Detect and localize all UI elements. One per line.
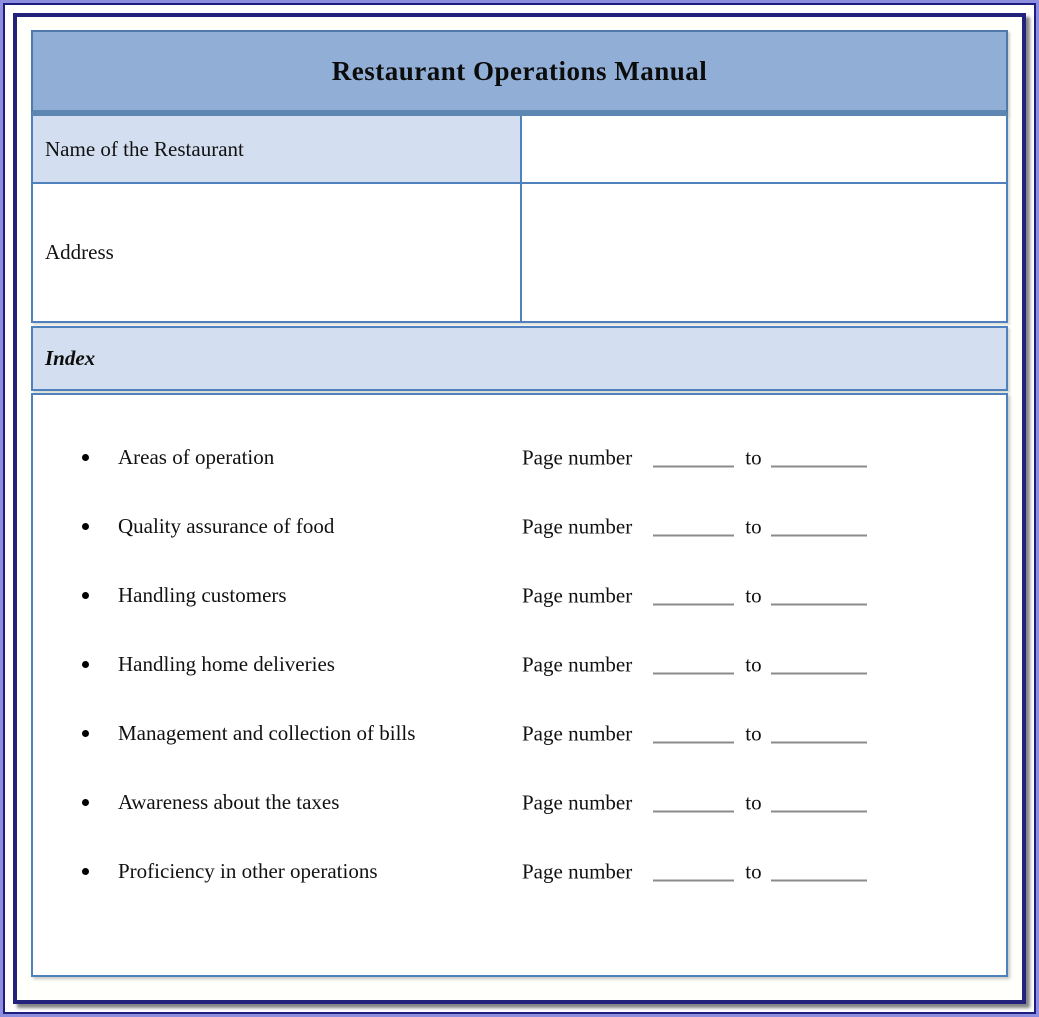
page-to-blank[interactable] (771, 453, 867, 467)
restaurant-name-field[interactable] (522, 116, 1006, 184)
bullet-icon (82, 799, 89, 806)
page-number-group (522, 583, 867, 608)
page-number-group (522, 652, 867, 677)
page-number-group (522, 514, 867, 539)
index-item-row (33, 768, 1006, 837)
to-label: to (745, 721, 762, 745)
index-item-label: Handling home deliveries (118, 652, 335, 676)
index-item-label: Quality assurance of food (118, 514, 335, 538)
index-item-label: Awareness about the taxes (118, 790, 340, 814)
address-label (33, 184, 522, 321)
page-to-blank[interactable] (771, 660, 867, 674)
fields-table (31, 116, 1008, 323)
to-label: to (745, 514, 762, 538)
index-item-label: Areas of operation (118, 445, 275, 469)
index-item-row (33, 630, 1006, 699)
index-item-label: Proficiency in other operations (118, 859, 378, 883)
page-to-blank[interactable] (771, 591, 867, 605)
page-content (17, 17, 1022, 1000)
index-item-row (33, 561, 1006, 630)
page-number-label: Page number (522, 721, 633, 745)
page-to-blank[interactable] (771, 522, 867, 536)
address-label-text: Address (45, 240, 114, 264)
page-number-label: Page number (522, 583, 633, 607)
page-number-group (522, 445, 867, 470)
page-number-group (522, 721, 867, 746)
page-to-blank[interactable] (771, 798, 867, 812)
index-heading: Index (45, 346, 96, 370)
bullet-icon (82, 454, 89, 461)
page-from-blank[interactable] (653, 522, 734, 536)
bullet-icon (82, 592, 89, 599)
page-number-label: Page number (522, 514, 633, 538)
to-label: to (745, 859, 762, 883)
index-item-row (33, 699, 1006, 768)
page-to-blank[interactable] (771, 867, 867, 881)
page-to-blank[interactable] (771, 729, 867, 743)
restaurant-name-label (33, 116, 522, 184)
page-number-label: Page number (522, 859, 633, 883)
page-number-group (522, 859, 867, 884)
page-title: Restaurant Operations Manual (331, 55, 708, 86)
address-field[interactable] (522, 184, 1006, 321)
index-item-row (33, 423, 1006, 492)
page-from-blank[interactable] (653, 453, 734, 467)
page-number-label: Page number (522, 652, 633, 676)
index-item-label: Handling customers (118, 583, 287, 607)
index-item-row (33, 492, 1006, 561)
bullet-icon (82, 868, 89, 875)
restaurant-name-label-text: Name of the Restaurant (45, 136, 244, 161)
bullet-icon (82, 523, 89, 530)
page-number-group (522, 790, 867, 815)
index-item-label: Management and collection of bills (118, 721, 416, 745)
page-number-label: Page number (522, 445, 633, 469)
to-label: to (745, 445, 762, 469)
to-label: to (745, 790, 762, 814)
index-item-row (33, 837, 1006, 906)
to-label: to (745, 583, 762, 607)
title-bar (31, 30, 1008, 116)
page-number-label: Page number (522, 790, 633, 814)
page-from-blank[interactable] (653, 591, 734, 605)
page-from-blank[interactable] (653, 660, 734, 674)
to-label: to (745, 652, 762, 676)
index-header-band (31, 326, 1008, 391)
page-from-blank[interactable] (653, 867, 734, 881)
page-from-blank[interactable] (653, 729, 734, 743)
bullet-icon (82, 730, 89, 737)
bullet-icon (82, 661, 89, 668)
index-list-box (31, 393, 1008, 977)
page-from-blank[interactable] (653, 798, 734, 812)
